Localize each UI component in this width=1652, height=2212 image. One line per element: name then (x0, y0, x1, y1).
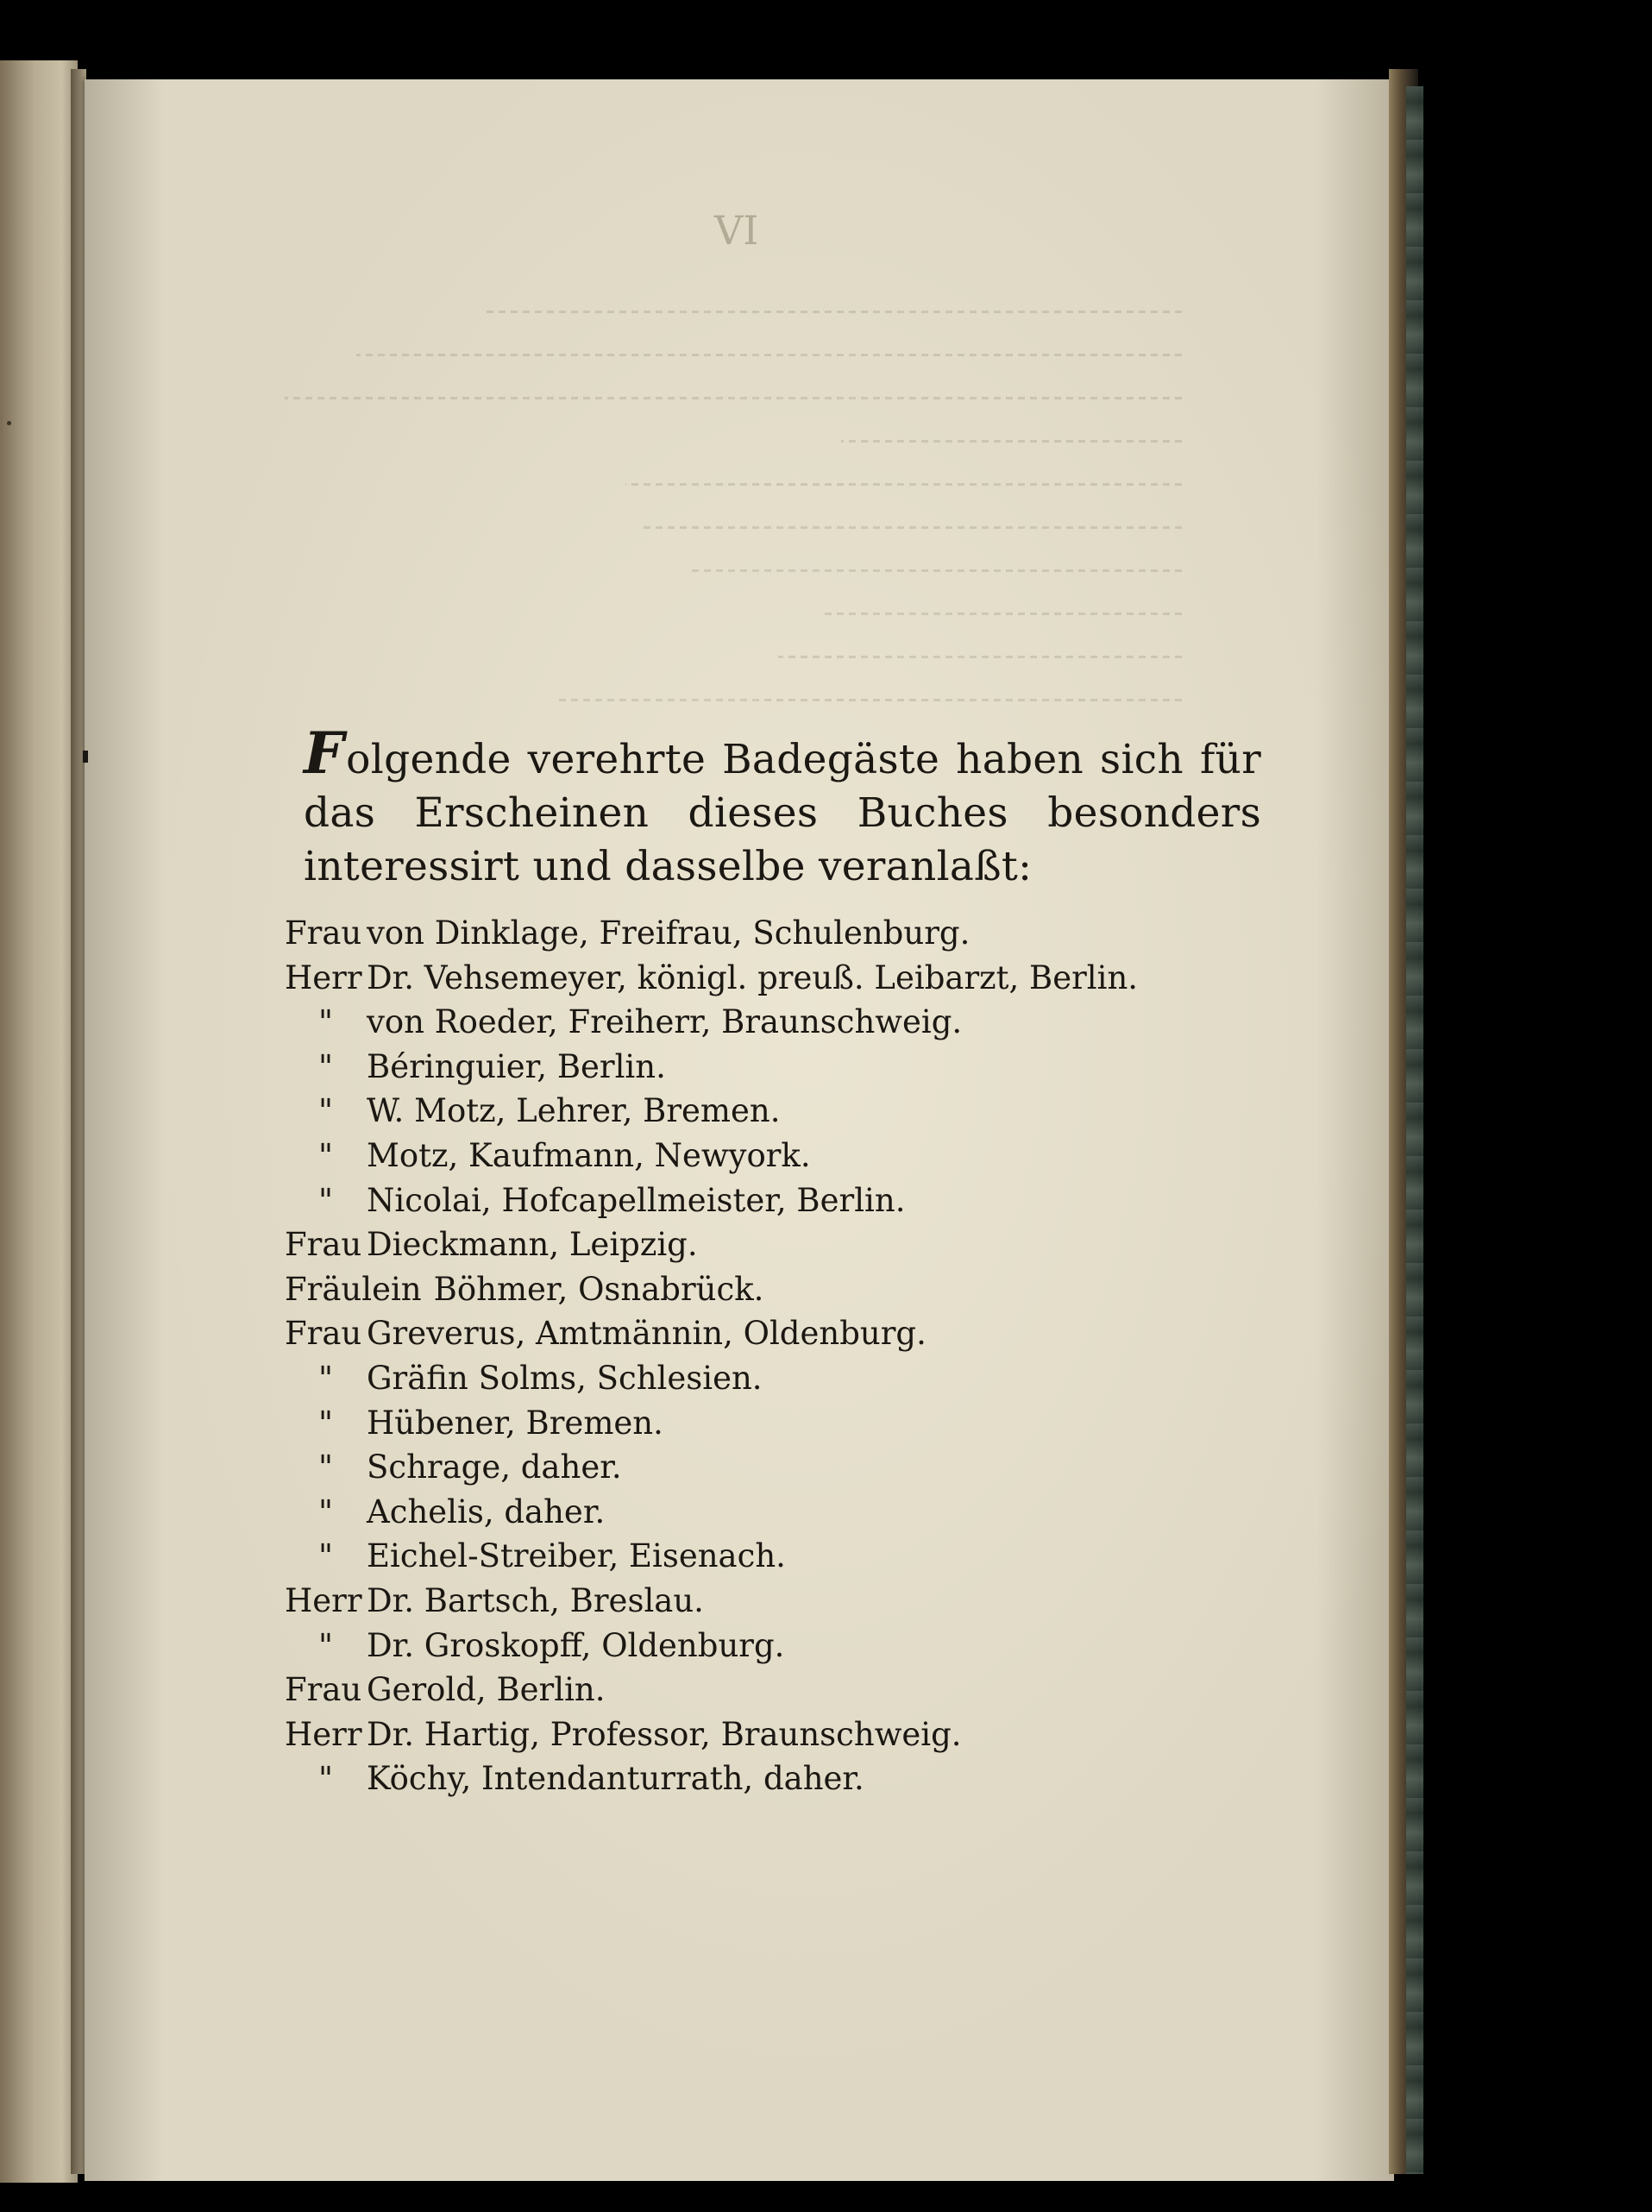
entry-prefix: Herr (285, 958, 362, 996)
list-item (285, 911, 1277, 956)
entry-prefix: Frau (285, 1315, 362, 1353)
list-item (285, 1579, 1277, 1624)
entry-prefix: " (317, 1003, 334, 1041)
entry-prefix: " (317, 1404, 334, 1442)
list-item (285, 1045, 1277, 1090)
entry-prefix: " (317, 1760, 334, 1798)
entry-text: Schrage, daher. (367, 1448, 622, 1486)
list-item (285, 1534, 1277, 1579)
entry-text: Motz, Kaufmann, Newyork. (367, 1136, 811, 1174)
entry-text: Dr. Vehsemeyer, königl. preuß. Leibarzt, Berlin. (367, 958, 1139, 996)
entry-text: Béringuier, Berlin. (367, 1047, 666, 1085)
entry-prefix: Herr (285, 1581, 362, 1619)
book-binding (1406, 86, 1423, 2174)
list-item (285, 1222, 1277, 1267)
entry-text: Gräfin Solms, Schlesien. (367, 1359, 763, 1397)
intro-text: olgende verehrte Badegäste haben sich für das Erscheinen dieses Buches besonders interessirt und dasselbe veranlaßt: (304, 736, 1261, 890)
entry-prefix: " (317, 1359, 334, 1397)
entry-text: Greverus, Amtmännin, Oldenburg. (367, 1315, 927, 1353)
list-item (285, 1178, 1277, 1223)
entry-text: Köchy, Intendanturrath, daher. (367, 1760, 864, 1798)
left-page-edge (0, 60, 78, 2183)
entry-prefix: " (317, 1047, 334, 1085)
entry-text: Dr. Bartsch, Breslau. (367, 1581, 704, 1619)
list-item (285, 1668, 1277, 1712)
entry-prefix: " (317, 1181, 334, 1219)
entry-prefix: Frau (285, 1671, 362, 1709)
entry-prefix: Herr (285, 1715, 362, 1753)
entry-text: Dr. Groskopff, Oldenburg. (367, 1626, 785, 1664)
margin-mark (83, 751, 88, 763)
speck (7, 421, 11, 425)
entry-text: Böhmer, Osnabrück. (433, 1270, 764, 1308)
entry-prefix: " (317, 1537, 334, 1575)
entry-text: Achelis, daher. (367, 1492, 606, 1530)
list-item (285, 1401, 1277, 1446)
list-item (285, 1356, 1277, 1401)
entry-prefix: " (317, 1136, 334, 1174)
list-item (285, 1311, 1277, 1356)
entry-text: von Dinklage, Freifrau, Schulenburg. (367, 914, 970, 952)
entry-prefix: " (317, 1492, 334, 1530)
list-item (285, 1134, 1277, 1178)
list-item (285, 1089, 1277, 1134)
entry-text: W. Motz, Lehrer, Bremen. (367, 1092, 781, 1130)
entry-text: von Roeder, Freiherr, Braunschweig. (367, 1003, 963, 1041)
page-number: VI (714, 207, 759, 254)
entry-text: Dieckmann, Leipzig. (367, 1226, 698, 1264)
entry-text: Eichel-Streiber, Eisenach. (367, 1537, 786, 1575)
entry-prefix: " (317, 1448, 334, 1486)
list-item (285, 1712, 1277, 1757)
entry-text: Gerold, Berlin. (367, 1671, 606, 1709)
list-item (285, 1490, 1277, 1535)
entry-prefix: " (317, 1092, 334, 1130)
list-item (285, 1000, 1277, 1045)
entry-prefix: Frau (285, 914, 362, 952)
list-item (285, 1756, 1277, 1801)
entry-prefix: Fräulein (285, 1270, 422, 1308)
list-item (285, 956, 1277, 1001)
entry-text: Dr. Hartig, Professor, Braunschweig. (367, 1715, 962, 1753)
drop-cap: F (304, 720, 345, 787)
patron-list (285, 911, 1277, 1801)
entry-text: Nicolai, Hofcapellmeister, Berlin. (367, 1181, 906, 1219)
intro-paragraph (304, 720, 1261, 894)
list-item (285, 1445, 1277, 1490)
list-item (285, 1267, 1277, 1312)
entry-prefix: " (317, 1626, 334, 1664)
entry-prefix: Frau (285, 1226, 362, 1264)
list-item (285, 1624, 1277, 1668)
entry-text: Hübener, Bremen. (367, 1404, 663, 1442)
